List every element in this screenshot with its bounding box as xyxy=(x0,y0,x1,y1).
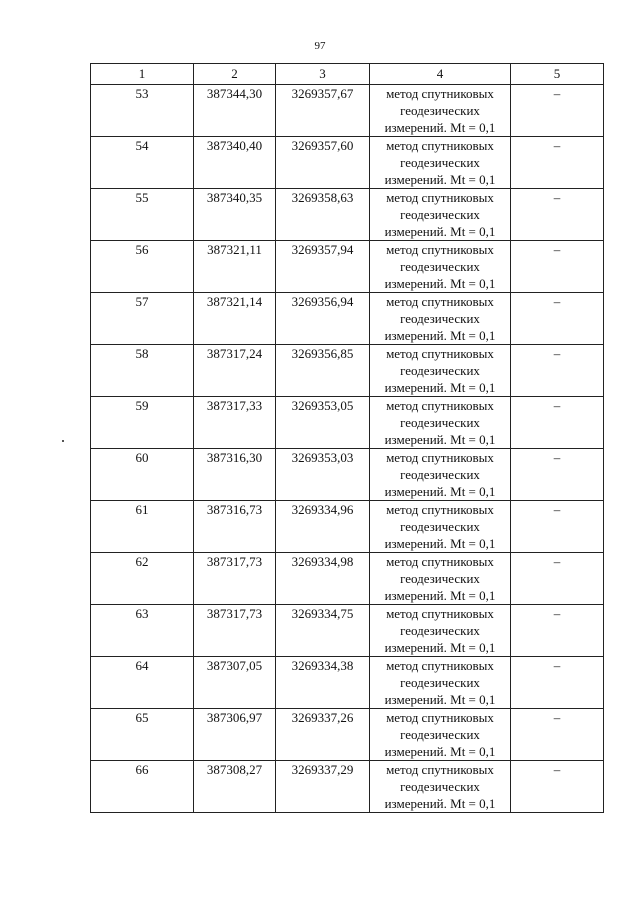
x-coordinate-cell: 387317,73 xyxy=(194,605,276,657)
method-text-line: геодезических xyxy=(400,259,480,274)
y-coordinate-cell: 3269356,94 xyxy=(276,293,370,345)
table-row xyxy=(91,189,604,241)
x-coordinate-cell: 387307,05 xyxy=(194,657,276,709)
coordinates-table xyxy=(90,63,604,813)
table-row xyxy=(91,137,604,189)
x-coordinate-cell: 387317,73 xyxy=(194,553,276,605)
method-text-line: метод спутниковых xyxy=(386,606,494,621)
y-coordinate-cell: 3269357,67 xyxy=(276,85,370,137)
note-cell: – xyxy=(511,657,604,709)
table-row xyxy=(91,397,604,449)
method-cell xyxy=(370,449,511,501)
method-text-line: геодезических xyxy=(400,675,480,690)
x-coordinate-cell: 387344,30 xyxy=(194,85,276,137)
method-text-line: измерений. Mt = 0,1 xyxy=(384,432,496,447)
table-row xyxy=(91,293,604,345)
point-number-cell: 60 xyxy=(91,449,194,501)
y-coordinate-cell: 3269353,05 xyxy=(276,397,370,449)
x-coordinate-cell: 387316,73 xyxy=(194,501,276,553)
scan-speck xyxy=(62,440,64,442)
point-number-cell: 66 xyxy=(91,761,194,813)
method-text-line: метод спутниковых xyxy=(386,86,494,101)
table-row xyxy=(91,449,604,501)
method-cell xyxy=(370,85,511,137)
method-text-line: измерений. Mt = 0,1 xyxy=(384,536,496,551)
method-cell xyxy=(370,553,511,605)
method-cell xyxy=(370,605,511,657)
y-coordinate-cell: 3269337,26 xyxy=(276,709,370,761)
y-coordinate-cell: 3269357,94 xyxy=(276,241,370,293)
method-text-line: геодезических xyxy=(400,415,480,430)
y-coordinate-cell: 3269334,98 xyxy=(276,553,370,605)
method-text-line: измерений. Mt = 0,1 xyxy=(384,796,496,811)
point-number-cell: 64 xyxy=(91,657,194,709)
note-cell: – xyxy=(511,241,604,293)
method-text-line: измерений. Mt = 0,1 xyxy=(384,224,496,239)
y-coordinate-cell: 3269334,38 xyxy=(276,657,370,709)
method-cell xyxy=(370,709,511,761)
point-number-cell: 65 xyxy=(91,709,194,761)
note-cell: – xyxy=(511,449,604,501)
note-cell: – xyxy=(511,501,604,553)
y-coordinate-cell: 3269334,96 xyxy=(276,501,370,553)
table-body xyxy=(91,85,604,813)
method-cell xyxy=(370,137,511,189)
note-cell: – xyxy=(511,293,604,345)
method-text-line: метод спутниковых xyxy=(386,762,494,777)
method-text-line: метод спутниковых xyxy=(386,190,494,205)
x-coordinate-cell: 387316,30 xyxy=(194,449,276,501)
method-text-line: метод спутниковых xyxy=(386,658,494,673)
x-coordinate-cell: 387321,11 xyxy=(194,241,276,293)
table-row xyxy=(91,345,604,397)
method-text-line: измерений. Mt = 0,1 xyxy=(384,484,496,499)
point-number-cell: 56 xyxy=(91,241,194,293)
point-number-cell: 58 xyxy=(91,345,194,397)
x-coordinate-cell: 387306,97 xyxy=(194,709,276,761)
method-text-line: геодезических xyxy=(400,623,480,638)
method-text-line: геодезических xyxy=(400,727,480,742)
method-text-line: измерений. Mt = 0,1 xyxy=(384,328,496,343)
method-text-line: геодезических xyxy=(400,103,480,118)
header-col-5: 5 xyxy=(511,64,604,85)
method-cell xyxy=(370,189,511,241)
table-row xyxy=(91,605,604,657)
method-text-line: геодезических xyxy=(400,363,480,378)
method-text-line: измерений. Mt = 0,1 xyxy=(384,588,496,603)
method-text-line: метод спутниковых xyxy=(386,138,494,153)
method-text-line: измерений. Mt = 0,1 xyxy=(384,276,496,291)
method-text-line: измерений. Mt = 0,1 xyxy=(384,172,496,187)
header-col-1: 1 xyxy=(91,64,194,85)
note-cell: – xyxy=(511,553,604,605)
method-cell xyxy=(370,293,511,345)
point-number-cell: 62 xyxy=(91,553,194,605)
point-number-cell: 61 xyxy=(91,501,194,553)
method-cell xyxy=(370,241,511,293)
x-coordinate-cell: 387317,33 xyxy=(194,397,276,449)
table-row xyxy=(91,85,604,137)
x-coordinate-cell: 387308,27 xyxy=(194,761,276,813)
method-text-line: измерений. Mt = 0,1 xyxy=(384,640,496,655)
method-text-line: геодезических xyxy=(400,571,480,586)
method-text-line: геодезических xyxy=(400,779,480,794)
method-text-line: геодезических xyxy=(400,467,480,482)
method-cell xyxy=(370,761,511,813)
method-text-line: метод спутниковых xyxy=(386,710,494,725)
note-cell: – xyxy=(511,137,604,189)
point-number-cell: 59 xyxy=(91,397,194,449)
method-text-line: измерений. Mt = 0,1 xyxy=(384,380,496,395)
y-coordinate-cell: 3269334,75 xyxy=(276,605,370,657)
x-coordinate-cell: 387317,24 xyxy=(194,345,276,397)
y-coordinate-cell: 3269358,63 xyxy=(276,189,370,241)
page-number: 97 xyxy=(314,40,326,52)
y-coordinate-cell: 3269356,85 xyxy=(276,345,370,397)
table-row xyxy=(91,241,604,293)
note-cell: – xyxy=(511,605,604,657)
note-cell: – xyxy=(511,189,604,241)
method-text-line: геодезических xyxy=(400,311,480,326)
method-text-line: метод спутниковых xyxy=(386,294,494,309)
point-number-cell: 53 xyxy=(91,85,194,137)
method-cell xyxy=(370,657,511,709)
method-text-line: метод спутниковых xyxy=(386,242,494,257)
method-text-line: измерений. Mt = 0,1 xyxy=(384,120,496,135)
point-number-cell: 54 xyxy=(91,137,194,189)
x-coordinate-cell: 387321,14 xyxy=(194,293,276,345)
method-cell xyxy=(370,345,511,397)
table-row xyxy=(91,501,604,553)
y-coordinate-cell: 3269357,60 xyxy=(276,137,370,189)
method-cell xyxy=(370,397,511,449)
method-text-line: метод спутниковых xyxy=(386,398,494,413)
point-number-cell: 57 xyxy=(91,293,194,345)
note-cell: – xyxy=(511,85,604,137)
method-text-line: метод спутниковых xyxy=(386,554,494,569)
table-row xyxy=(91,657,604,709)
method-text-line: геодезических xyxy=(400,155,480,170)
header-col-4: 4 xyxy=(370,64,511,85)
header-col-2: 2 xyxy=(194,64,276,85)
x-coordinate-cell: 387340,40 xyxy=(194,137,276,189)
method-text-line: метод спутниковых xyxy=(386,502,494,517)
method-text-line: геодезических xyxy=(400,207,480,222)
method-text-line: геодезических xyxy=(400,519,480,534)
y-coordinate-cell: 3269353,03 xyxy=(276,449,370,501)
y-coordinate-cell: 3269337,29 xyxy=(276,761,370,813)
point-number-cell: 63 xyxy=(91,605,194,657)
header-col-3: 3 xyxy=(276,64,370,85)
note-cell: – xyxy=(511,397,604,449)
note-cell: – xyxy=(511,709,604,761)
table-row xyxy=(91,709,604,761)
table-row xyxy=(91,761,604,813)
x-coordinate-cell: 387340,35 xyxy=(194,189,276,241)
table-row xyxy=(91,553,604,605)
note-cell: – xyxy=(511,345,604,397)
table-header-row xyxy=(91,64,604,85)
point-number-cell: 55 xyxy=(91,189,194,241)
method-text-line: метод спутниковых xyxy=(386,450,494,465)
method-text-line: метод спутниковых xyxy=(386,346,494,361)
method-text-line: измерений. Mt = 0,1 xyxy=(384,744,496,759)
note-cell: – xyxy=(511,761,604,813)
method-text-line: измерений. Mt = 0,1 xyxy=(384,692,496,707)
method-cell xyxy=(370,501,511,553)
